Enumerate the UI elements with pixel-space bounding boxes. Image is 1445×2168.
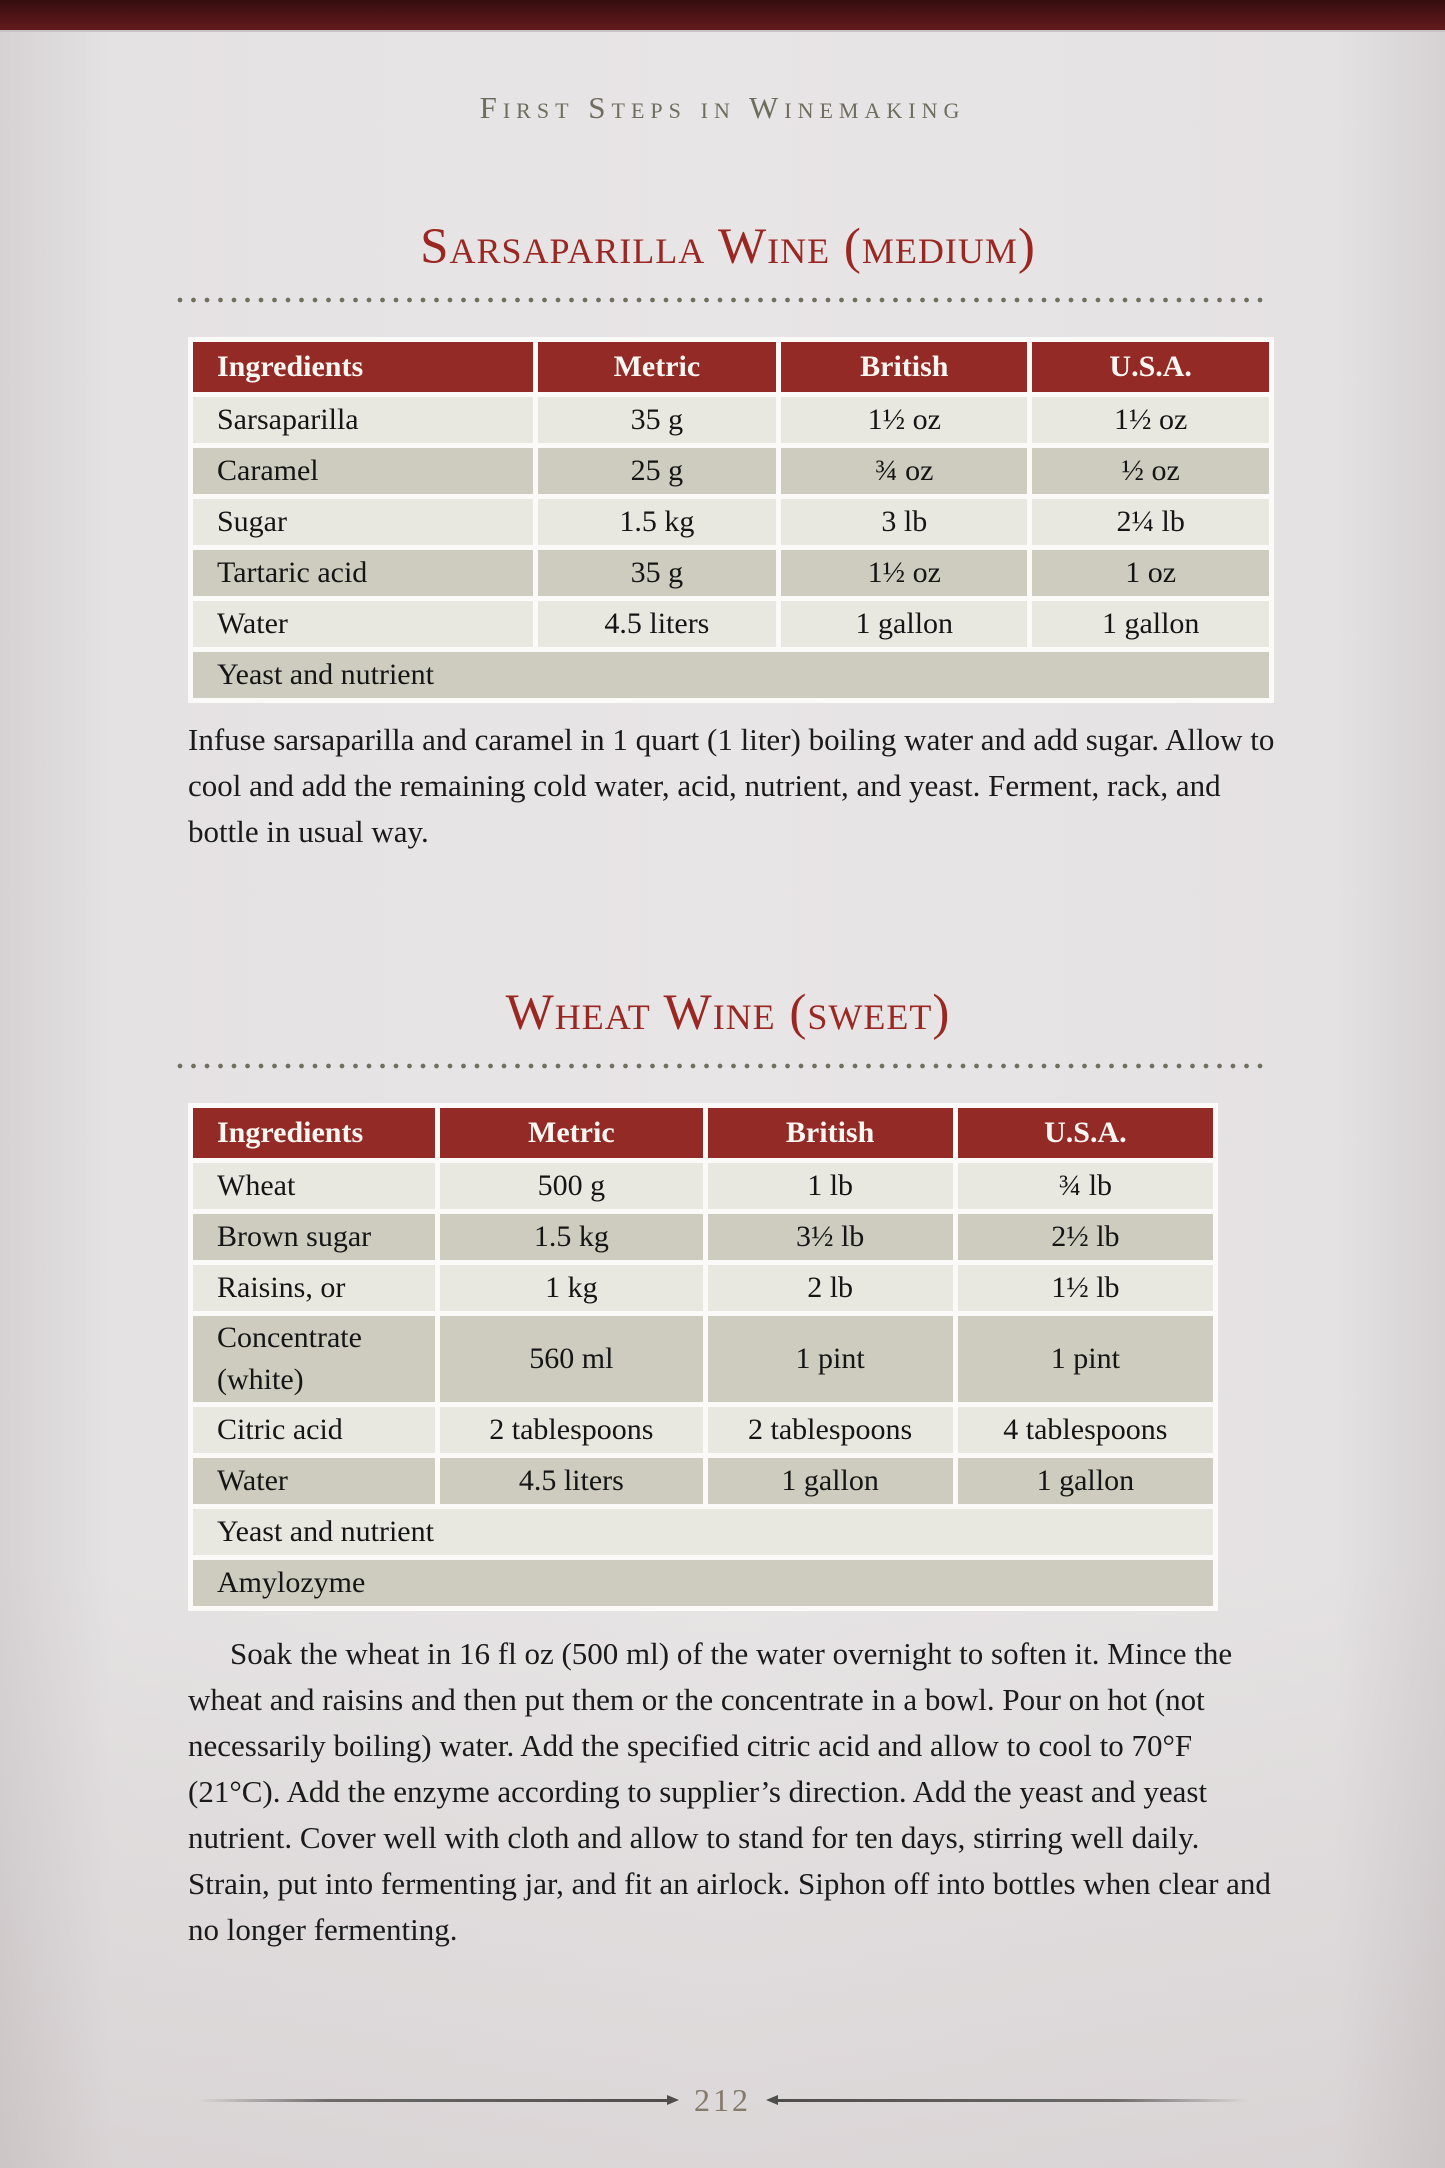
table-cell: Raisins, or bbox=[193, 1265, 435, 1311]
table-cell: Concentrate (white) bbox=[193, 1316, 435, 1402]
table-cell: 1 gallon bbox=[708, 1458, 953, 1504]
ingredients-table bbox=[188, 1103, 1218, 1611]
table-row bbox=[193, 1560, 1213, 1606]
page-content bbox=[0, 219, 1445, 1953]
table-cell: Caramel bbox=[193, 448, 533, 494]
dotted-rule bbox=[177, 297, 1263, 303]
table-cell: 500 g bbox=[440, 1163, 702, 1209]
section-title: Wheat Wine (sweet) bbox=[505, 985, 951, 1041]
table-header-cell: Ingredients bbox=[193, 1108, 435, 1158]
section-title: Sarsaparilla Wine (medium) bbox=[420, 219, 1036, 275]
dotted-rule bbox=[177, 1063, 1263, 1069]
table-cell: 2 tablespoons bbox=[440, 1407, 702, 1453]
recipe-paragraph: Soak the wheat in 16 fl oz (500 ml) of the water overnight to soften it. Mince the wheat and raisins and then put them or the concentrate in a bowl. Pour on hot (not necessarily boiling) water. Add the specified citric acid and allow to cool to 70°F (21°C). Add the enzyme according to supplier’s direction. Add the yeast and yeast nutrient. Cover well with cloth and allow to stand for ten days, stirring well daily. Strain, put into fermenting jar, and fit an airlock. Siphon off into bottles when clear and no longer fermenting. bbox=[188, 1636, 1271, 1947]
table-cell: Yeast and nutrient bbox=[193, 1509, 1213, 1555]
table-row bbox=[193, 1458, 1213, 1504]
table-cell: 35 g bbox=[538, 550, 777, 596]
table-cell: Brown sugar bbox=[193, 1214, 435, 1260]
page-footer bbox=[0, 2082, 1445, 2119]
table-row bbox=[193, 652, 1269, 698]
table-cell: 3 lb bbox=[781, 499, 1027, 545]
table-cell: 1 oz bbox=[1032, 550, 1269, 596]
table-header-cell: U.S.A. bbox=[1032, 342, 1269, 392]
table-cell: 1.5 kg bbox=[538, 499, 777, 545]
table-row bbox=[193, 1407, 1213, 1453]
table-header-cell: Metric bbox=[440, 1108, 702, 1158]
table-cell: 4.5 liters bbox=[440, 1458, 702, 1504]
top-maroon-band bbox=[0, 0, 1445, 32]
table-cell: 1.5 kg bbox=[440, 1214, 702, 1260]
recipe-paragraph: Infuse sarsaparilla and caramel in 1 quart (1 liter) boiling water and add sugar. Allow to cool and add the remaining cold water, acid, nutrient, and yeast. Ferment, rack, and bottle in usual way. bbox=[188, 722, 1275, 849]
footer-rule-left bbox=[198, 2099, 668, 2102]
arrow-right-icon bbox=[667, 2095, 679, 2105]
table-cell: 2 lb bbox=[708, 1265, 953, 1311]
table-header-cell: U.S.A. bbox=[958, 1108, 1213, 1158]
table-cell: Water bbox=[193, 1458, 435, 1504]
table-row bbox=[193, 448, 1269, 494]
table-cell: Amylozyme bbox=[193, 1560, 1213, 1606]
table-row bbox=[193, 550, 1269, 596]
ingredients-table bbox=[188, 337, 1274, 703]
section-sarsaparilla-wine bbox=[188, 219, 1445, 855]
table-cell: 2 tablespoons bbox=[708, 1407, 953, 1453]
table-cell: 1½ oz bbox=[1032, 397, 1269, 443]
table-cell: 3½ lb bbox=[708, 1214, 953, 1260]
table-cell: 1 gallon bbox=[958, 1458, 1213, 1504]
table-header-cell: Ingredients bbox=[193, 342, 533, 392]
table-cell: 2½ lb bbox=[958, 1214, 1213, 1260]
table-header-row bbox=[193, 1108, 1213, 1158]
table-row bbox=[193, 1163, 1213, 1209]
table-cell: 1 pint bbox=[708, 1316, 953, 1402]
table-row bbox=[193, 601, 1269, 647]
table-row bbox=[193, 499, 1269, 545]
table-header-row bbox=[193, 342, 1269, 392]
table-cell: 560 ml bbox=[440, 1316, 702, 1402]
table-cell: 1 pint bbox=[958, 1316, 1213, 1402]
arrow-left-icon bbox=[766, 2095, 778, 2105]
table-cell: 2¼ lb bbox=[1032, 499, 1269, 545]
footer-rule-right bbox=[777, 2099, 1247, 2102]
table-cell: 1 lb bbox=[708, 1163, 953, 1209]
table-cell: 4.5 liters bbox=[538, 601, 777, 647]
table-cell: ½ oz bbox=[1032, 448, 1269, 494]
table-row bbox=[193, 1265, 1213, 1311]
table-header-cell: British bbox=[708, 1108, 953, 1158]
table-row bbox=[193, 1509, 1213, 1555]
table-cell: 25 g bbox=[538, 448, 777, 494]
table-row bbox=[193, 1214, 1213, 1260]
table-row bbox=[193, 397, 1269, 443]
table-cell: 4 tablespoons bbox=[958, 1407, 1213, 1453]
table-cell: Yeast and nutrient bbox=[193, 652, 1269, 698]
table-cell: 1 kg bbox=[440, 1265, 702, 1311]
table-cell: 1½ lb bbox=[958, 1265, 1213, 1311]
table-cell: ¾ oz bbox=[781, 448, 1027, 494]
table-cell: 1½ oz bbox=[781, 397, 1027, 443]
table-cell: ¾ lb bbox=[958, 1163, 1213, 1209]
running-head: First Steps in Winemaking bbox=[479, 90, 966, 125]
section-wheat-wine bbox=[188, 985, 1445, 1953]
page-number: 212 bbox=[694, 2082, 751, 2118]
table-cell: Citric acid bbox=[193, 1407, 435, 1453]
table-cell: 1 gallon bbox=[781, 601, 1027, 647]
table-row bbox=[193, 1316, 1213, 1402]
table-header-cell: Metric bbox=[538, 342, 777, 392]
table-cell: 1 gallon bbox=[1032, 601, 1269, 647]
table-cell: Water bbox=[193, 601, 533, 647]
table-cell: Sugar bbox=[193, 499, 533, 545]
table-header-cell: British bbox=[781, 342, 1027, 392]
table-cell: 35 g bbox=[538, 397, 777, 443]
table-cell: 1½ oz bbox=[781, 550, 1027, 596]
table-cell: Tartaric acid bbox=[193, 550, 533, 596]
table-cell: Sarsaparilla bbox=[193, 397, 533, 443]
table-cell: Wheat bbox=[193, 1163, 435, 1209]
